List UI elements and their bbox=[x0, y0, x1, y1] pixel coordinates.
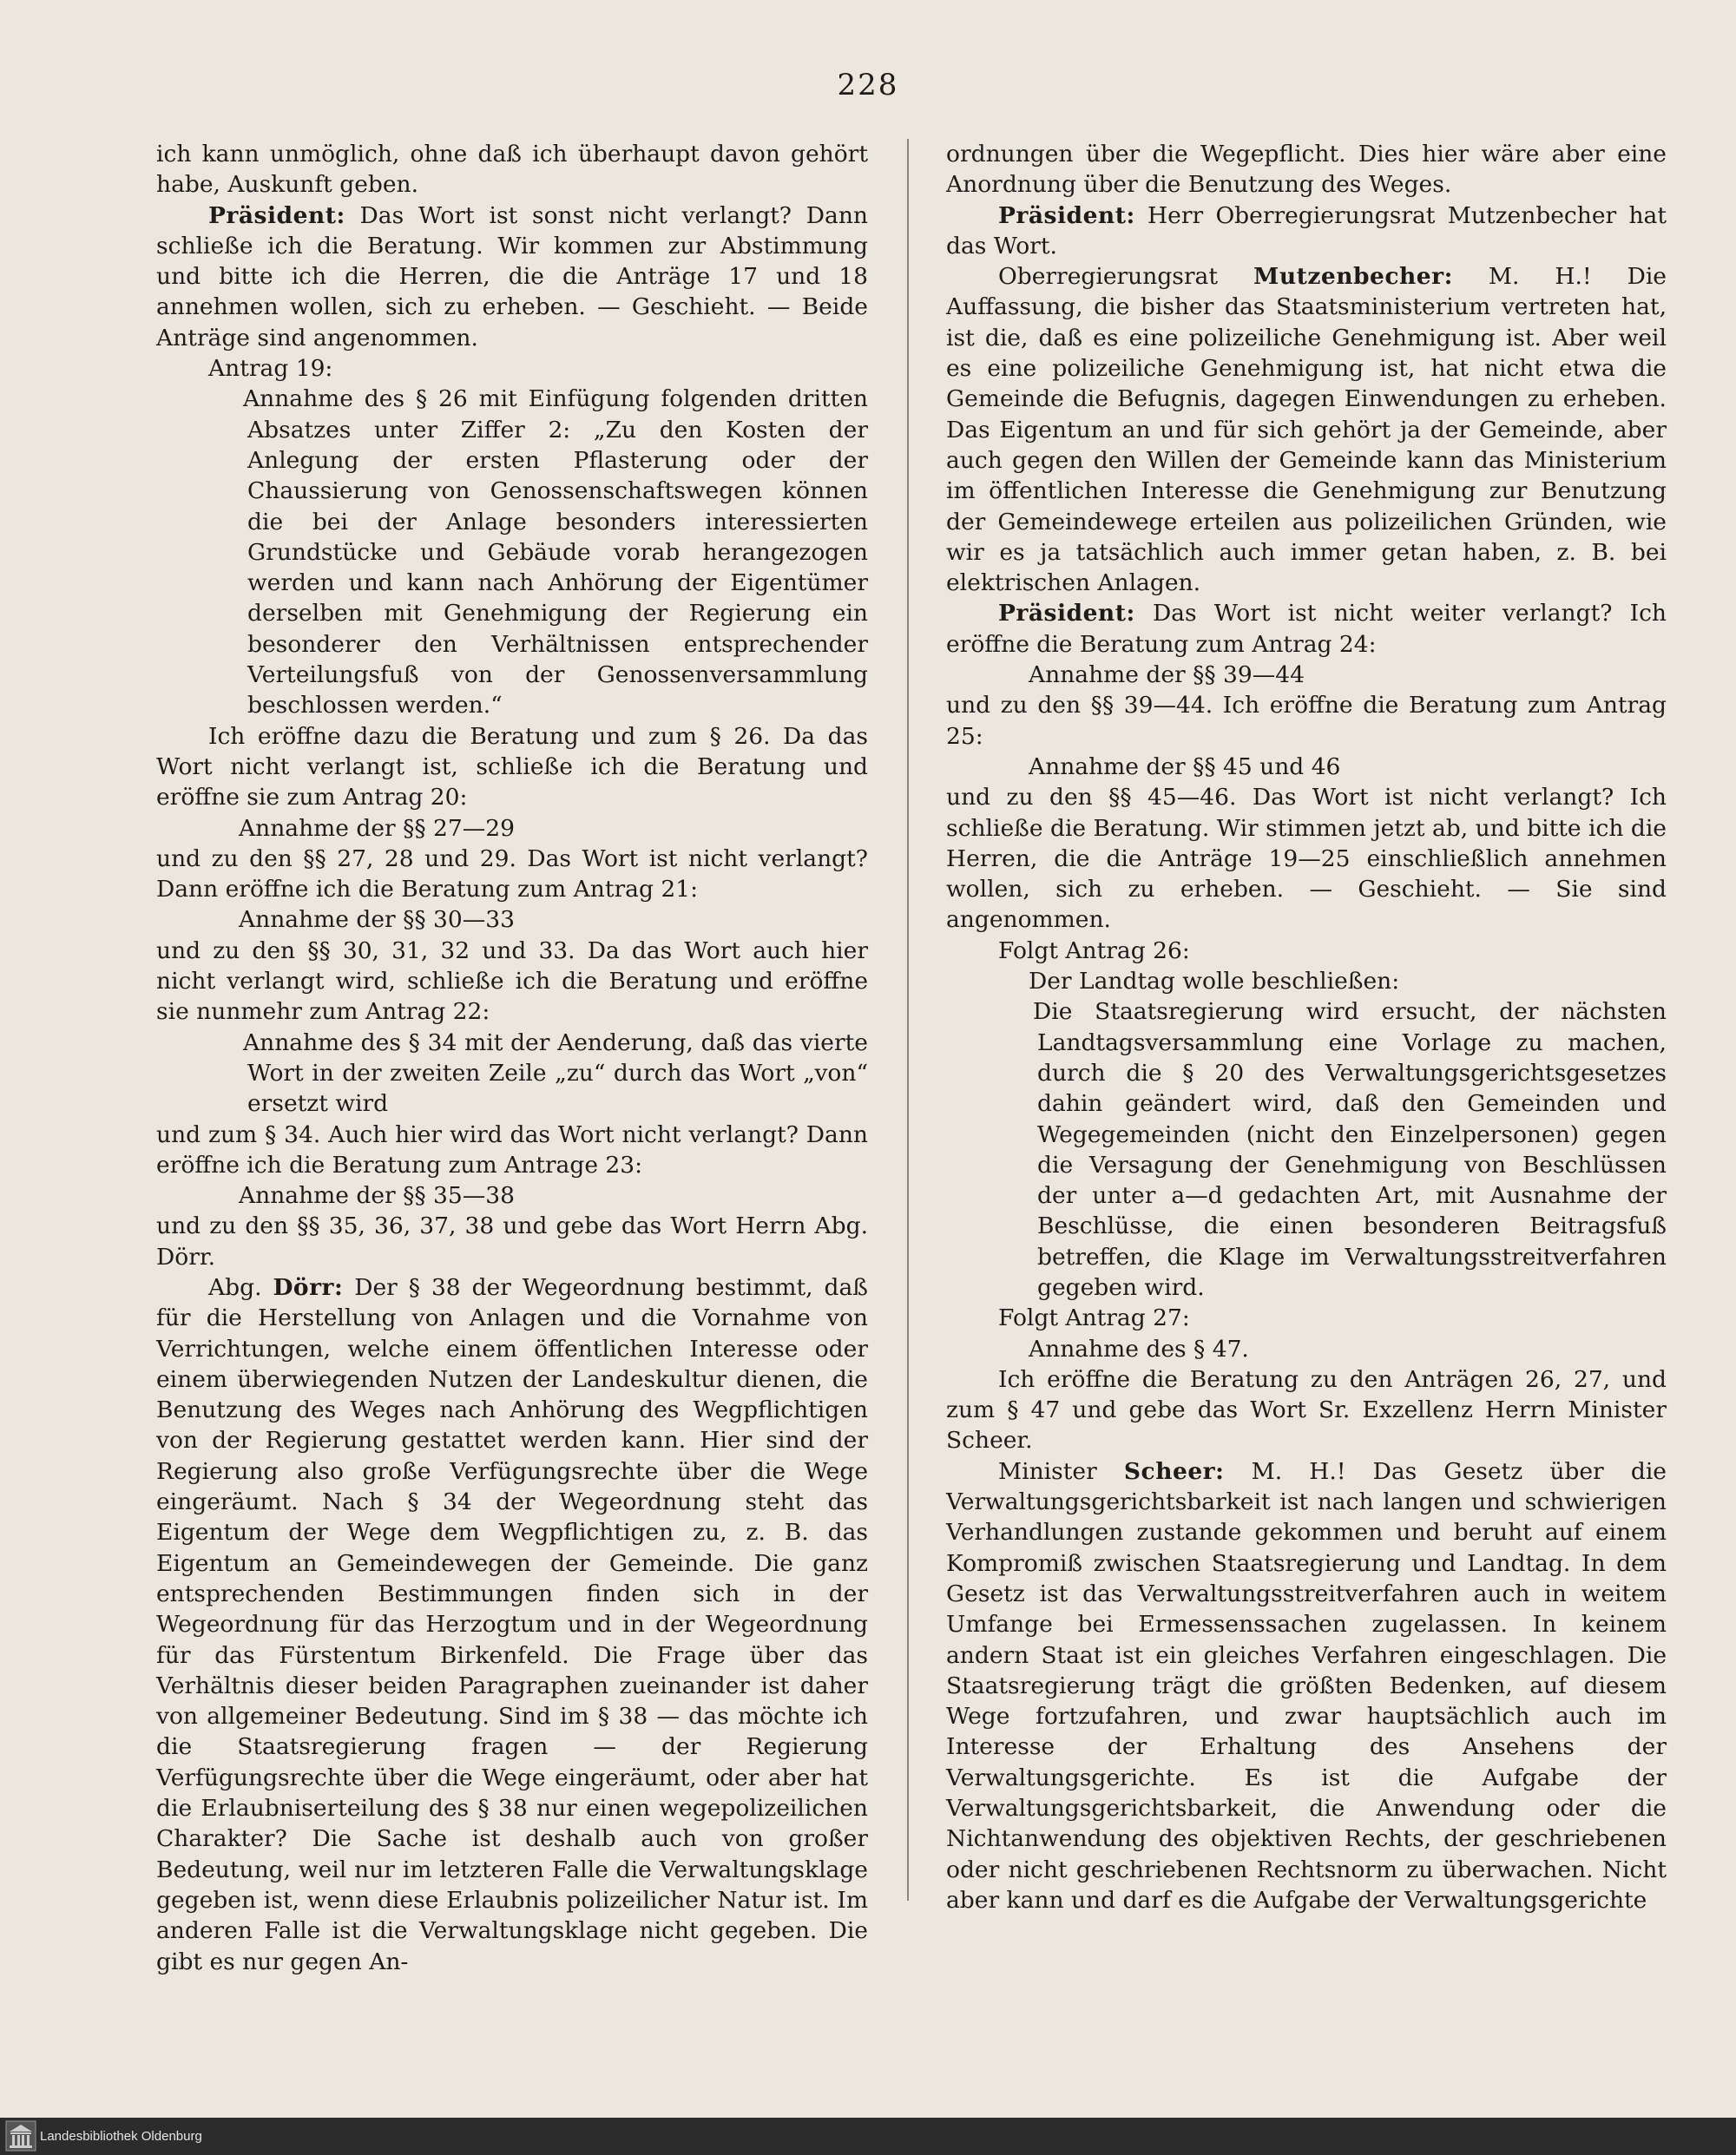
footer-bar bbox=[0, 2118, 1736, 2155]
library-credit: Landesbibliothek Oldenburg bbox=[40, 2129, 202, 2144]
speech-text: Das Wort ist nicht weiter verlangt? Ich eröffne die Beratung zum Antrag 24: bbox=[946, 600, 1667, 658]
motion-text: Annahme der §§ 39—44 bbox=[1029, 661, 1305, 689]
speech-paragraph bbox=[946, 200, 1667, 262]
page-number: 228 bbox=[837, 68, 899, 102]
motion-label: Antrag 19: bbox=[208, 355, 333, 383]
motion-label: Folgt Antrag 26: bbox=[998, 936, 1190, 964]
motion-text: Annahme des § 34 mit der Aenderung, daß das vierte Wort in der zweiten Zeile „zu“ durch das Wort „von“ ersetzt wird bbox=[243, 1028, 868, 1118]
speech-text: M. H.! Das Gesetz über die Verwaltungsgerichtsbarkeit ist nach langen und schwierigen Verhandlungen zustande gekommen und beruht auf einem Kompromiß zwischen Staatsregierung und Landtag. In dem Gesetz ist das Verwaltungsstreitverfahren auch in weitem Umfange bei Ermessenssachen zugelassen. In keinem andern Staat ist ein gleiches Verfahren eingeschlagen. Die Staatsregierung trägt die größten Bedenken, auf diesem Wege fortzufahren, und zwar hauptsächlich auch im Interesse der Erhaltung des Ansehens der Verwaltungsgerichte. Es ist die Aufgabe der Verwaltungsgerichtsbarkeit, die Anwendung oder die Nichtanwendung des objektiven Rechts, der geschriebenen oder nicht geschriebenen Rechtsnorm zu überwachen. Nicht aber kann und darf es die Aufgabe der Verwaltungsgerichte bbox=[946, 1457, 1667, 1914]
speech-paragraph bbox=[156, 1272, 868, 1977]
speech-paragraph bbox=[946, 261, 1667, 598]
speaker-title: Oberregierungsrat bbox=[998, 263, 1218, 291]
library-building-icon bbox=[5, 2120, 36, 2152]
speech-paragraph bbox=[946, 598, 1667, 660]
paragraph: und zu den §§ 39—44. Ich eröffne die Beratung zum Antrag 25: bbox=[946, 692, 1667, 750]
speech-paragraph bbox=[946, 1456, 1667, 1915]
motion-intro: Der Landtag wolle beschließen: bbox=[1029, 968, 1400, 995]
motion-label: Folgt Antrag 27: bbox=[998, 1304, 1190, 1332]
speech-text: M. H.! Die Auffassung, die bisher das Staatsministerium vertreten hat, ist die, daß es eine polizeiliche Genehmigung ist. Aber weil es eine polizeiliche Genehmigung ist, hat nicht etwa die Gemeinde die Befugnis, dagegen Einwendungen zu erheben. Das Eigentum an und für sich gehört ja der Gemeinde, aber auch gegen den Willen der Gemeinde kann das Ministerium im öffentlichen Interesse die Genehmigung zur Benutzung der Gemeindewege erteilen aus polizeilichen Gründen, wie wir es ja tatsächlich auch immer getan haben, z. B. bei elektrischen Anlagen. bbox=[946, 263, 1667, 597]
speaker-name: Scheer: bbox=[1123, 1457, 1225, 1485]
paragraph: und zu den §§ 45—46. Das Wort ist nicht verlangt? Ich schließe die Beratung. Wir stimmen jetzt ab, und bitte ich die Herren, die die Anträge 19—25 einschließlich annehmen wollen, sich zu erheben. — Geschieht. — Sie sind angenommen. bbox=[946, 784, 1667, 934]
speaker-name: Dörr: bbox=[273, 1273, 344, 1301]
motion-text: Annahme der §§ 30—33 bbox=[239, 906, 515, 934]
paragraph: und zu den §§ 27, 28 und 29. Das Wort ist nicht verlangt? Dann eröffne ich die Beratung zum Antrag 21: bbox=[156, 844, 868, 903]
motion-text: Annahme des § 26 mit Einfügung folgenden dritten Absatzes unter Ziffer 2: „Zu den Kosten der Anlegung der ersten Pflasterung oder der Chaussierung von Genossenschaftswegen können die bei der Anlage besonders interessierten Grundstücke und Gebäude vorab herangezogen werden und kann nach Anhörung der Eigentümer derselben mit Genehmigung der Regierung ein besonderer den Verhältnissen entsprechender Verteilungsfuß von der Genossenversammlung beschlossen werden.“ bbox=[243, 385, 868, 719]
paragraph: und zu den §§ 30, 31, 32 und 33. Da das Wort auch hier nicht verlangt wird, schließe ich die Beratung und eröffne sie nunmehr zum Antrag 22: bbox=[156, 936, 868, 1026]
column-divider bbox=[907, 139, 909, 1901]
speaker-title: Minister bbox=[998, 1457, 1097, 1485]
motion-text: Die Staatsregierung wird ersucht, der nächsten Landtagsversammlung eine Vorlage zu machen, durch die § 20 des Verwaltungsgerichtsgesetzes dahin geändert wird, daß den Gemeinden und Wegegemeinden (nicht den Einzelpersonen) gegen die Versagung der Genehmigung von Beschlüssen der unter a—d gedachten Art, mit Ausnahme der Beschlüsse, die einen besonderen Beitragsfuß betreffen, die Klage im Verwaltungsstreitverfahren gegeben wird. bbox=[1033, 998, 1667, 1301]
speaker-name: Mutzenbecher: bbox=[1253, 263, 1453, 291]
speech-text: Der § 38 der Wegeordnung bestimmt, daß für die Herstellung von Anlagen und die Vornahme von Verrichtungen, welche einem öffentlichen Interesse oder einem überwiegenden Nutzen der Landeskultur dienen, die Benutzung des Weges nach Anhörung des Wegpflichtigen von der Regierung gestattet werden kann. Hier sind der Regierung also große Verfügungsrechte über die Wege eingeräumt. Nach § 34 der Wegeordnung steht das Eigentum der Wege dem Wegpflichtigen zu, z. B. das Eigentum an Gemeindewegen der Gemeinde. Die ganz entsprechenden Bestimmungen finden sich in der Wegeordnung für das Herzogtum und in der Wegeordnung für das Fürstentum Birkenfeld. Die Frage über das Verhältnis dieser beiden Paragraphen zueinander ist daher von allgemeiner Bedeutung. Sind im § 38 — das möchte ich die Staatsregierung fragen — der Regierung Verfügungsrechte über die Wege eingeräumt, oder aber hat die Erlaubniserteilung des § 38 nur einen wegepolizeilichen Charakter? Die Sache ist deshalb auch von großer Bedeutung, weil nur im letzteren Falle die Verwaltungsklage gegeben ist, wenn diese Erlaubnis polizeilicher Natur ist. Im anderen Falle ist die Verwaltungsklage nicht gegeben. Die gibt es nur gegen An- bbox=[156, 1273, 868, 1975]
motion-text: Annahme der §§ 35—38 bbox=[239, 1182, 515, 1210]
paragraph: Ich eröffne dazu die Beratung und zum § 26. Da das Wort nicht verlangt ist, schließe ich die Beratung und eröffne sie zum Antrag 20: bbox=[156, 722, 868, 811]
speaker-name: Präsident: bbox=[208, 201, 345, 229]
motion-text: Annahme der §§ 45 und 46 bbox=[1029, 752, 1341, 780]
motion-text: Annahme der §§ 27—29 bbox=[239, 814, 515, 842]
right-column bbox=[946, 139, 1667, 1915]
paragraph: ich kann unmöglich, ohne daß ich überhaupt davon gehört habe, Auskunft geben. bbox=[156, 141, 868, 199]
left-column bbox=[156, 139, 868, 1977]
paragraph: Ich eröffne die Beratung zu den Anträgen 26, 27, und zum § 47 und gebe das Wort Sr. Exzellenz Herrn Minister Scheer. bbox=[946, 1365, 1667, 1455]
speaker-name: Präsident: bbox=[998, 600, 1135, 627]
speaker-name: Präsident: bbox=[998, 201, 1135, 229]
speech-paragraph bbox=[156, 200, 868, 353]
speech-text: Herr Oberregierungsrat Mutzenbecher hat das Wort. bbox=[946, 201, 1667, 260]
paragraph: und zum § 34. Auch hier wird das Wort nicht verlangt? Dann eröffne ich die Beratung zum Antrage 23: bbox=[156, 1120, 868, 1179]
speech-text: Das Wort ist sonst nicht verlangt? Dann schließe ich die Beratung. Wir kommen zur Abstimmung und bitte ich die Herren, die die Anträge 17 und 18 annehmen wollen, sich zu erheben. — Geschieht. — Beide Anträge sind angenommen. bbox=[156, 201, 868, 352]
motion-text: Annahme des § 47. bbox=[1029, 1335, 1249, 1363]
paragraph: und zu den §§ 35, 36, 37, 38 und gebe das Wort Herrn Abg. Dörr. bbox=[156, 1212, 868, 1271]
paragraph: ordnungen über die Wegepflicht. Dies hier wäre aber eine Anordnung über die Benutzung des Weges. bbox=[946, 141, 1667, 199]
speaker-title: Abg. bbox=[208, 1273, 262, 1301]
